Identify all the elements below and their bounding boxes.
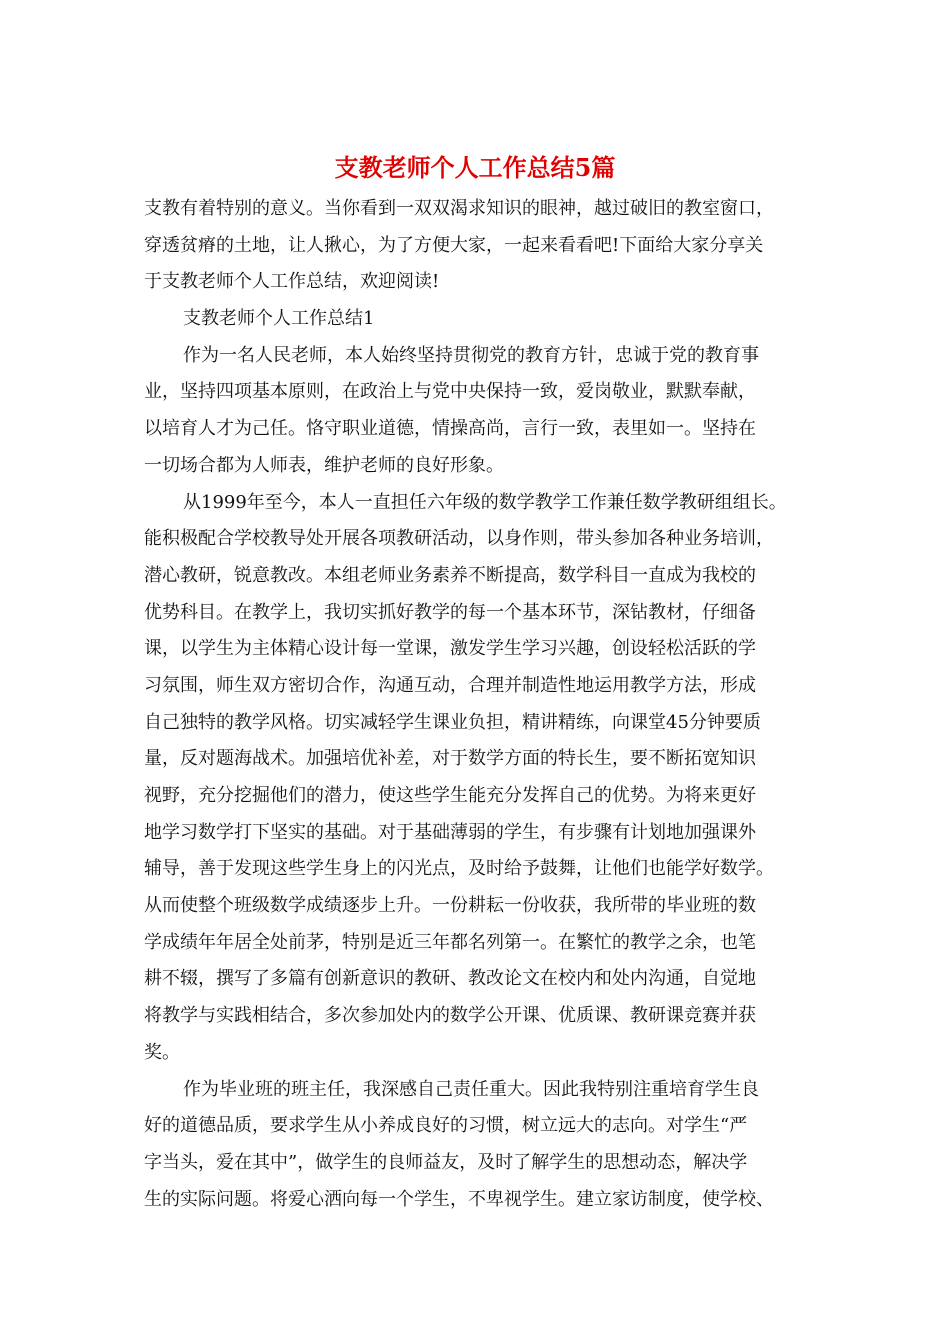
text-line: 自己独特的教学风格。切实减轻学生课业负担，精讲精练，向课堂45分钟要质 <box>144 711 761 733</box>
text-line: 于支教老师个人工作总结，欢迎阅读! <box>144 271 440 293</box>
text-line: 作为一名人民老师，本人始终坚持贯彻党的教育方针，忠诚于党的教育事 <box>183 344 759 366</box>
text-line: 学成绩年年居全处前茅，特别是近三年都名列第一。在繁忙的教学之余，也笔 <box>144 931 756 953</box>
text-line: 支教有着特别的意义。当你看到一双双渴求知识的眼神，越过破旧的教室窗口， <box>144 198 774 219</box>
text-line: 优势科目。在教学上，我切实抓好教学的每一个基本环节，深钻教材，仔细备 <box>144 601 756 623</box>
text-line: 量，反对题海战术。加强培优补差，对于数学方面的特长生，要不断拓宽知识 <box>144 748 756 770</box>
text-line: 课，以学生为主体精心设计每一堂课，激发学生学习兴趣，创设轻松活跃的学 <box>144 638 756 660</box>
text-line: 支教老师个人工作总结1 <box>183 308 375 330</box>
text-line: 作为毕业班的班主任，我深感自己责任重大。因此我特别注重培育学生良 <box>183 1078 759 1100</box>
text-line: 能积极配合学校教导处开展各项教研活动，以身作则，带头参加各种业务培训， <box>144 528 774 550</box>
text-line: 生的实际问题。将爱心洒向每一个学生，不卑视学生。建立家访制度，使学校、 <box>144 1188 774 1210</box>
text-line: 耕不辍，撰写了多篇有创新意识的教研、教改论文在校内和处内沟通，自觉地 <box>144 968 756 990</box>
text-line: 视野，充分挖掘他们的潜力，使这些学生能充分发挥自己的优势。为将来更好 <box>144 785 756 806</box>
text-line: 地学习数学打下坚实的基础。对于基础薄弱的学生，有步骤有计划地加强课外 <box>144 821 756 843</box>
text-line: 以培育人才为己任。恪守职业道德，情操高尚，言行一致，表里如一。坚持在 <box>144 418 756 440</box>
document-title: 支教老师个人工作总结5篇 <box>334 153 616 182</box>
text-line: 一切场合都为人师表，维护老师的良好形象。 <box>144 454 504 476</box>
text-line: 字当头，爱在其中”，做学生的良师益友，及时了解学生的思想动态，解决学 <box>144 1151 748 1173</box>
text-line: 从而使整个班级数学成绩逐步上升。一份耕耘一份收获，我所带的毕业班的数 <box>144 895 756 917</box>
text-line: 奖。 <box>144 1041 180 1063</box>
text-line: 从1999年至今，本人一直担任六年级的数学教学工作兼任数学教研组组长。 <box>183 491 787 513</box>
document-body <box>144 191 812 1218</box>
text-line: 穿透贫瘠的土地，让人揪心，为了方便大家，一起来看看吧!下面给大家分享关 <box>144 234 764 256</box>
text-line: 潜心教研，锐意教改。本组老师业务素养不断提高，数学科目一直成为我校的 <box>144 564 756 586</box>
text-line: 习氛围，师生双方密切合作，沟通互动，合理并制造性地运用教学方法，形成 <box>144 674 756 696</box>
text-line: 将教学与实践相结合，多次参加处内的数学公开课、优质课、教研课竞赛并获 <box>144 1005 756 1027</box>
text-line: 业，坚持四项基本原则，在政治上与党中央保持一致，爱岗敬业，默默奉献， <box>144 381 756 403</box>
text-line: 好的道德品质，要求学生从小养成良好的习惯，树立远大的志向。对学生“严 <box>144 1115 748 1137</box>
text-line: 辅导，善于发现这些学生身上的闪光点，及时给予鼓舞，让他们也能学好数学。 <box>144 858 774 880</box>
